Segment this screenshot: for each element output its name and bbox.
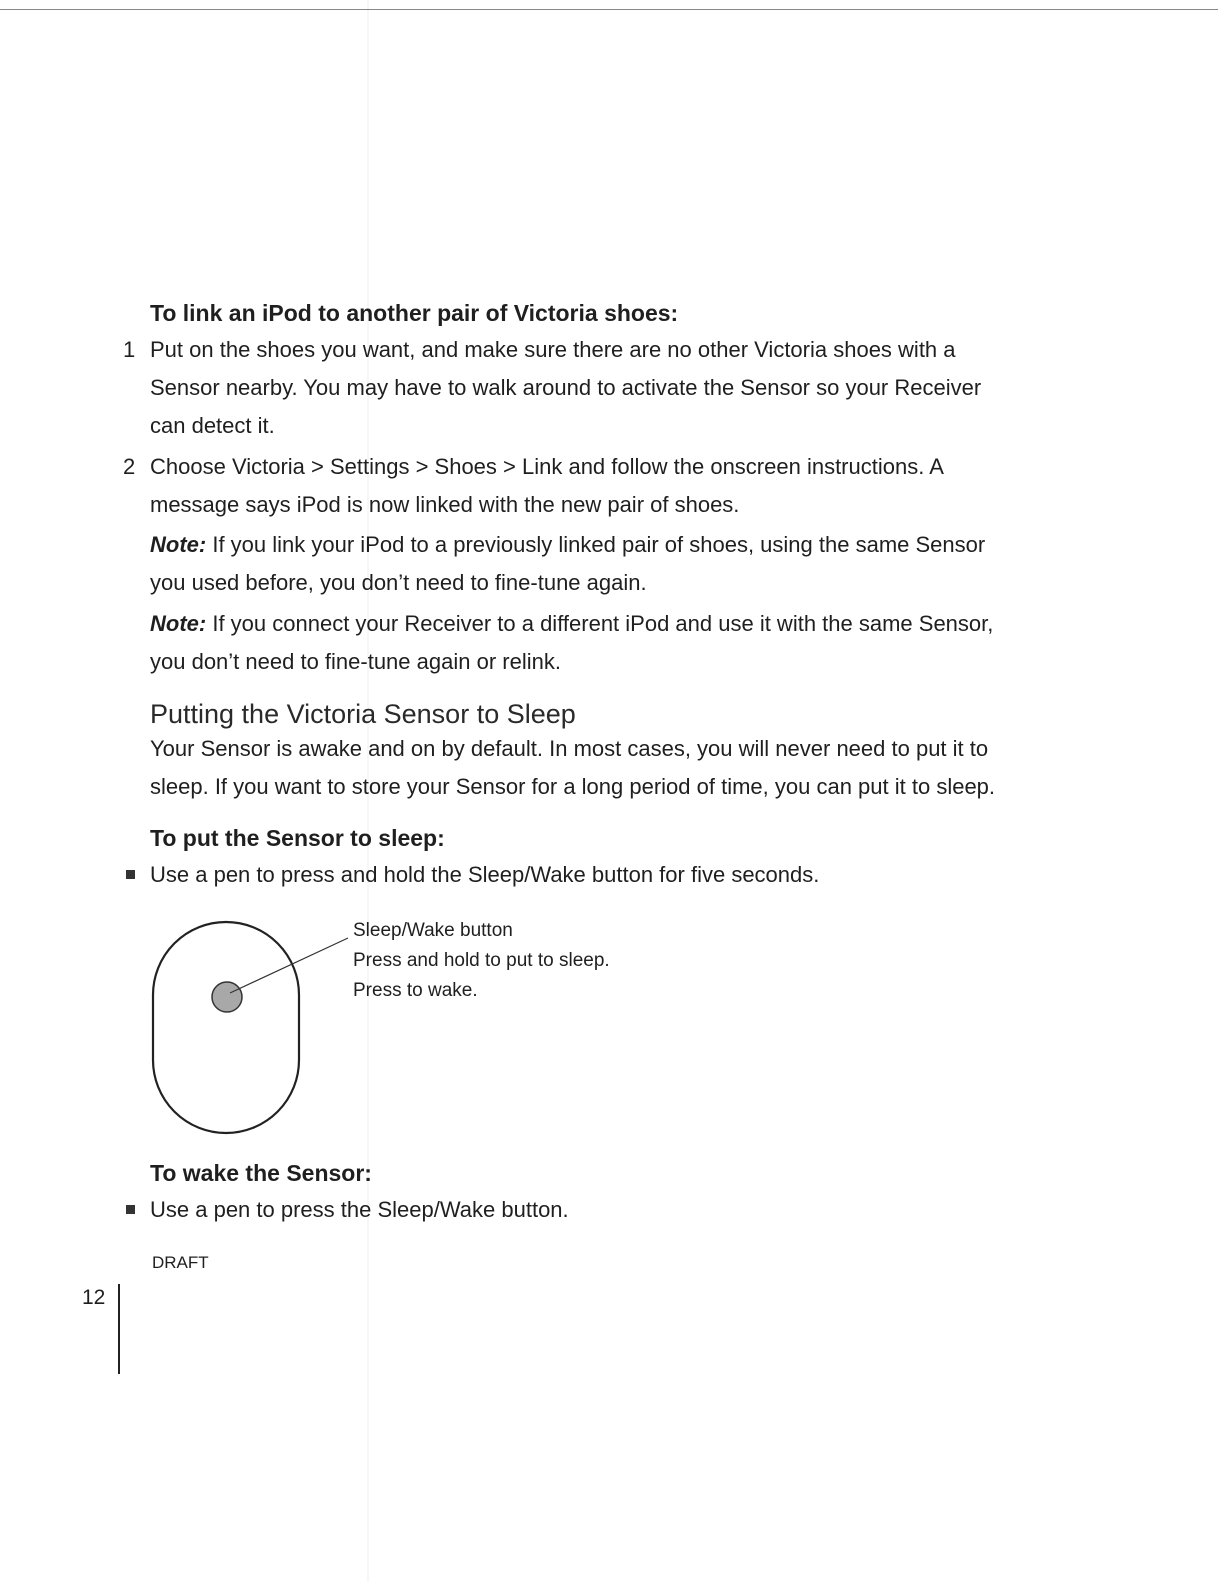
put-sleep-heading: To put the Sensor to sleep: — [150, 825, 445, 851]
step-1-line: Sensor nearby. You may have to walk around to activate the Sensor so your Receiver — [150, 375, 982, 400]
put-sleep-bullet — [150, 856, 819, 894]
draft-label: DRAFT — [152, 1253, 209, 1272]
callout-line: Press to wake. — [353, 980, 478, 1001]
callout — [353, 916, 610, 1006]
intro-line: sleep. If you want to store your Sensor for a long period of time, you can put it to sleep. — [150, 774, 996, 799]
page-number: 12 — [82, 1286, 106, 1309]
intro-line: Your Sensor is awake and on by default. In most cases, you will never need to put it to — [150, 736, 989, 761]
sleep-wake-button-icon — [212, 982, 242, 1012]
step-1-line: can detect it. — [150, 413, 275, 438]
bullet-icon — [126, 870, 135, 879]
step-1 — [123, 331, 982, 445]
wake-heading: To wake the Sensor: — [150, 1160, 372, 1186]
sensor-diagram — [148, 920, 358, 1140]
step-1-number: 1 — [123, 337, 136, 362]
callout-leader-line — [230, 938, 348, 993]
sensor-outline — [153, 922, 299, 1133]
section-title: Putting the Victoria Sensor to Sleep — [150, 699, 576, 729]
bullet-text: Use a pen to press and hold the Sleep/Wake button for five seconds. — [150, 862, 820, 887]
note-text: If you link your iPod to a previously linked pair of shoes, using the same Sensor — [212, 532, 986, 557]
top-rule — [0, 9, 1218, 10]
note-label: Note: — [150, 532, 207, 557]
note-text: you don’t need to fine-tune again or relink. — [150, 649, 561, 674]
note-2 — [150, 605, 993, 681]
note-1 — [150, 526, 985, 602]
sleep-intro — [150, 730, 995, 806]
callout-label: Sleep/Wake button — [353, 920, 513, 941]
step-2 — [123, 448, 944, 524]
note-label: Note: — [150, 611, 207, 636]
callout-line: Press and hold to put to sleep. — [353, 950, 610, 971]
note-text: you used before, you don’t need to fine-tune again. — [150, 570, 647, 595]
step-2-line: message says iPod is now linked with the new pair of shoes. — [150, 492, 740, 517]
bullet-text: Use a pen to press the Sleep/Wake button. — [150, 1197, 569, 1222]
step-2-line: Choose Victoria > Settings > Shoes > Link and follow the onscreen instructions. A — [150, 454, 944, 479]
step-1-line: Put on the shoes you want, and make sure there are no other Victoria shoes with a — [150, 337, 956, 362]
note-text: If you connect your Receiver to a different iPod and use it with the same Sensor, — [212, 611, 994, 636]
page-number-bar — [118, 1284, 120, 1374]
step-2-number: 2 — [123, 454, 136, 479]
link-heading: To link an iPod to another pair of Victoria shoes: — [150, 300, 679, 326]
bullet-icon — [126, 1205, 135, 1214]
wake-bullet — [150, 1191, 569, 1229]
